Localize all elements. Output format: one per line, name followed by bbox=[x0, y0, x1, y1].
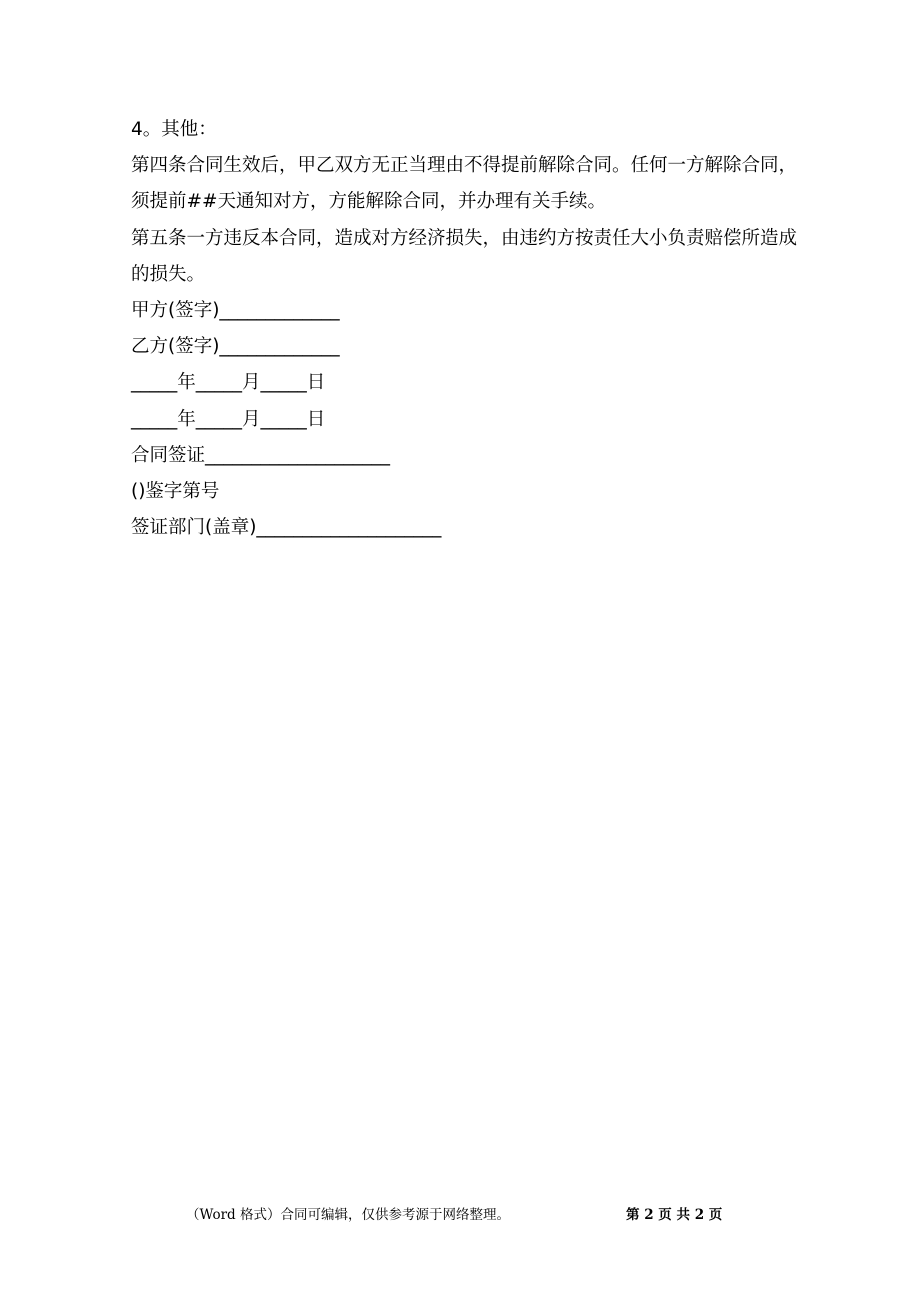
document-body bbox=[131, 112, 811, 546]
footer-page-number: 第 2 页 共 2 页 bbox=[626, 1207, 723, 1223]
date-line-2: _____年_____月_____日 bbox=[131, 408, 326, 430]
article-5-paragraph: 第五条一方违反本合同，造成对方经济损失，由违约方按责任大小负责赔偿所造成的损失。 bbox=[131, 227, 798, 285]
certification-department-line: 签证部门(盖章)____________________ bbox=[131, 517, 442, 539]
item-4-heading: 4。其他： bbox=[131, 119, 217, 140]
certification-number-line: ()鉴字第号 bbox=[131, 480, 220, 502]
party-b-signature-line: 乙方(签字)_____________ bbox=[131, 336, 340, 358]
footer-note: （Word 格式）合同可编辑，仅供参考源于网络整理。 bbox=[186, 1207, 510, 1223]
contract-certification-line: 合同签证____________________ bbox=[131, 444, 391, 466]
date-line-1: _____年_____月_____日 bbox=[131, 372, 326, 394]
party-a-signature-line: 甲方(签字)_____________ bbox=[131, 300, 340, 321]
article-4-paragraph: 第四条合同生效后，甲乙双方无正当理由不得提前解除合同。任何一方解除合同，须提前##天通知对方，方能解除合同，并办理有关手续。 bbox=[131, 155, 798, 213]
